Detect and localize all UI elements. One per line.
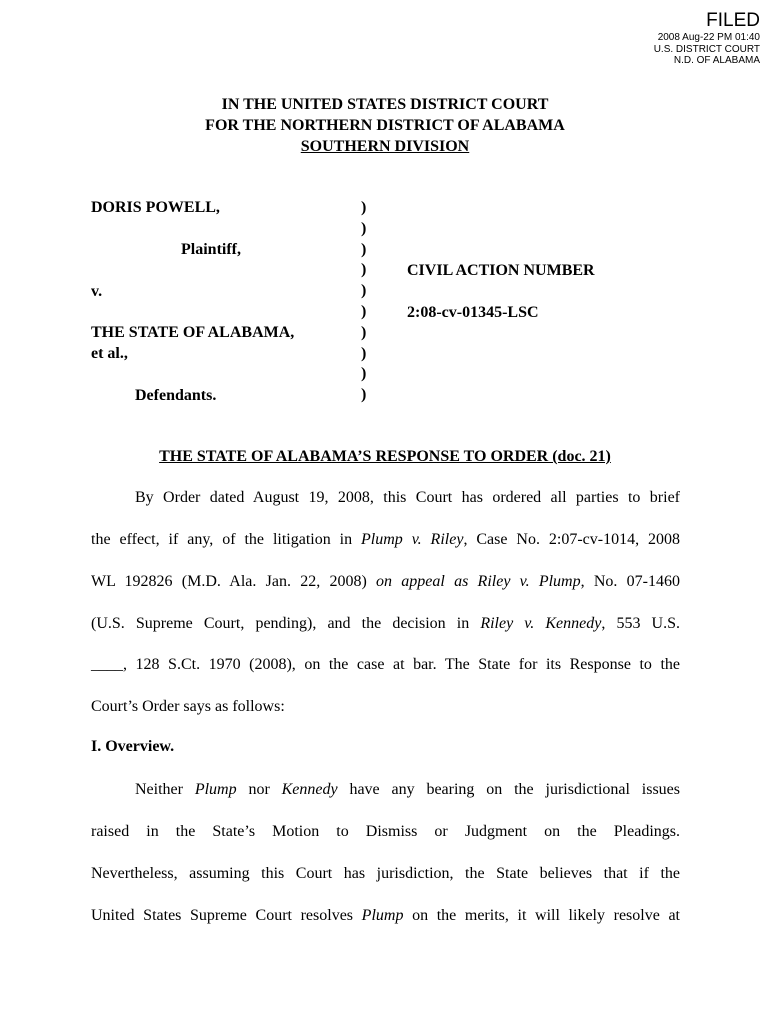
filed-stamp-court: U.S. DISTRICT COURT [653,43,760,55]
para1-line-1: By Order dated August 19, 2008, this Court has ordered all parties to brief [135,489,680,506]
defendant-et-al: et al., [91,345,128,362]
para1-line-4: (U.S. Supreme Court, pending), and the decision in Riley v. Kennedy, 553 U.S. [91,615,681,632]
caption-parentheses [361,198,366,406]
para1-line-6: Court’s Order says as follows: [91,698,285,715]
court-division: SOUTHERN DIVISION [300,138,470,155]
para2-line-4: United States Supreme Court resolves Plump on the merits, it will likely resolve at [91,907,680,924]
case-kennedy: Kennedy [281,781,338,798]
para1-line-3: WL 192826 (M.D. Ala. Jan. 22, 2008) on appeal as Riley v. Plump, No. 07-1460 [91,573,681,590]
caption-paren: ) [361,261,367,279]
caption-paren: ) [361,282,367,300]
court-heading-line-2: FOR THE NORTHERN DISTRICT OF ALABAMA [205,117,565,134]
filed-stamp-date: 2008 Aug-22 PM 01:40 [657,32,760,43]
court-heading [0,94,770,157]
caption-paren: ) [361,240,367,258]
para1-line-5: ____, 128 S.Ct. 1970 (2008), on the case at bar. The State for its Response to the [91,656,680,673]
court-heading-line-3 [0,136,770,157]
case-plump-2: Plump [361,907,404,924]
caption-paren: ) [361,199,367,216]
defendant-role: Defendants. [135,387,217,404]
caption-paren: ) [361,386,367,404]
versus-label: v. [91,283,103,300]
para2-line-3: Nevertheless, assuming this Court has jurisdiction, the State believes that if the [91,865,680,882]
defendant-name: THE STATE OF ALABAMA, [91,324,295,341]
caption-paren: ) [361,323,367,341]
case-number: 2:08-cv-01345-LSC [407,304,539,321]
plaintiff-name: DORIS POWELL, [91,199,220,216]
case-plump: Plump [194,781,237,798]
filed-stamp-district: N.D. OF ALABAMA [673,55,760,66]
case-riley-v-plump: on appeal as Riley v. Plump [376,573,581,590]
caption-paren: ) [361,302,367,320]
para2-line-2: raised in the State’s Motion to Dismiss or Judgment on the Pleadings. [91,823,680,840]
filed-stamp [654,10,760,67]
section-heading-overview: I. Overview. [91,738,175,755]
filed-stamp-title: FILED [706,10,760,31]
caption-paren: ) [361,219,367,237]
para1-line-2: the effect, if any, of the litigation in Plump v. Riley, Case No. 2:07-cv-1014, 2008 [91,531,681,548]
case-plump-v-riley: Plump v. Riley [361,531,464,548]
para2-line-1: Neither Plump nor Kennedy have any bearing on the jurisdictional issues [135,781,680,798]
caption-paren: ) [361,344,367,362]
plaintiff-role: Plaintiff, [181,241,241,258]
civil-action-label: CIVIL ACTION NUMBER [407,262,595,279]
court-heading-line-1: IN THE UNITED STATES DISTRICT COURT [221,96,549,113]
caption-paren: ) [361,365,367,383]
document-title: THE STATE OF ALABAMA’S RESPONSE TO ORDER (doc. 21) [159,448,611,465]
case-riley-v-kennedy: Riley v. Kennedy [480,615,602,632]
